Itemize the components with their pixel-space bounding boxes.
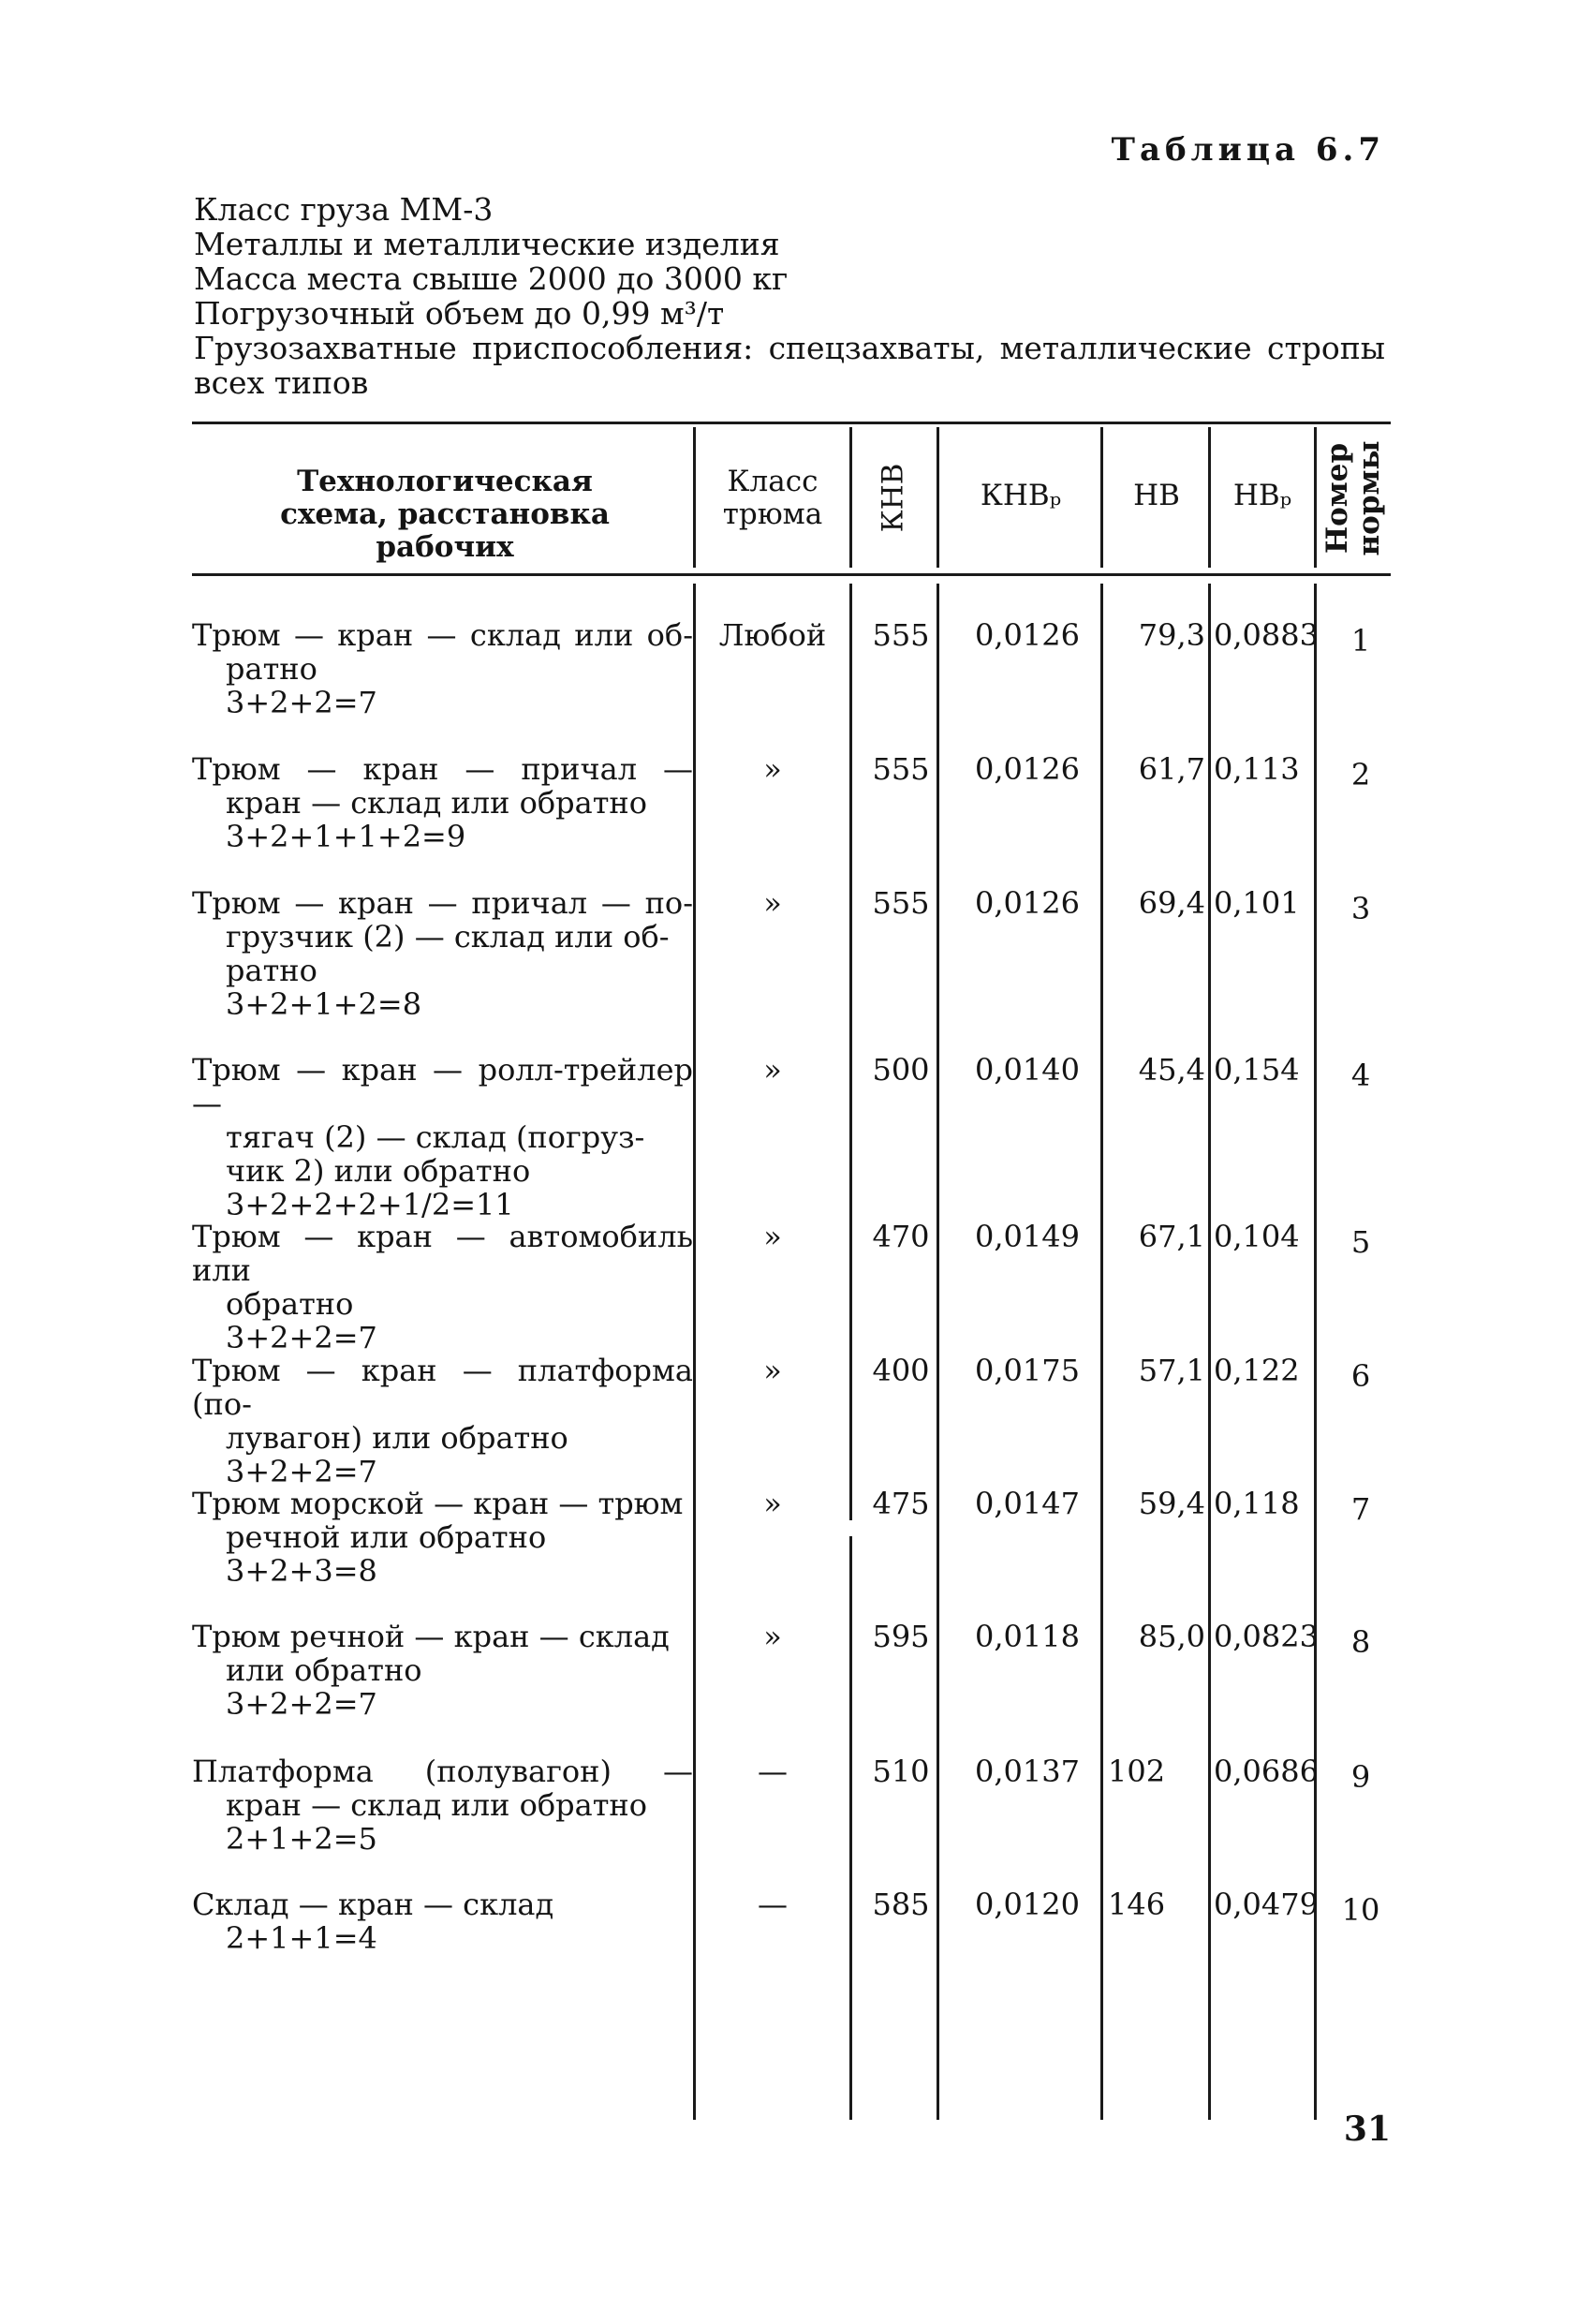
scheme-line: Трюм — кран — платформа (по-	[192, 1353, 693, 1422]
hold-class-cell: —	[758, 1887, 788, 1922]
knvr-cell: 0,0137	[975, 1754, 1080, 1789]
scheme-cell	[192, 1620, 693, 1721]
nv-cell: 61,7	[1138, 751, 1205, 787]
knvr-cell: 0,0147	[975, 1486, 1080, 1521]
norm-number-cell: 1	[1350, 623, 1371, 659]
page-number: 31	[1343, 2109, 1391, 2149]
nv-cell: 102	[1108, 1754, 1166, 1789]
header-norm-number	[1321, 428, 1387, 569]
knv-cell: 555	[872, 751, 930, 787]
nv-cell: 79,3	[1138, 617, 1205, 653]
scheme-line: Трюм морской — кран — трюм	[192, 1486, 684, 1521]
header-knvr: КНВₚ	[980, 479, 1062, 512]
gripping-devices: Грузозахватные приспособления: спецзахваты, металлические стропы всех типов	[194, 330, 1385, 401]
column-divider	[693, 584, 696, 2120]
hold-class-cell: »	[763, 1052, 782, 1088]
crew-formula: 3+2+2+2+1/2=11	[226, 1187, 514, 1222]
scheme-line: грузчик (2) — склад или об-	[226, 919, 670, 955]
nvr-cell: 0,0686	[1214, 1754, 1319, 1789]
nv-cell: 45,4	[1138, 1052, 1205, 1088]
column-divider	[849, 427, 852, 568]
scheme-cell	[192, 1220, 693, 1354]
scheme-cell	[192, 1754, 693, 1856]
crew-formula: 3+2+2=7	[226, 1320, 377, 1355]
cargo-class: Класс груза ММ-3	[194, 191, 494, 228]
hold-class-cell: »	[763, 1219, 782, 1254]
knvr-cell: 0,0175	[975, 1353, 1080, 1388]
cargo-mass: Масса места свыше 2000 до 3000 кг	[194, 260, 789, 297]
norm-number-cell: 2	[1350, 757, 1371, 792]
knv-cell: 500	[872, 1052, 930, 1088]
scheme-line: или обратно	[226, 1652, 422, 1688]
scheme-cell	[192, 1053, 693, 1221]
nvr-cell: 0,0883	[1214, 617, 1319, 653]
knv-cell: 595	[872, 1619, 930, 1654]
knv-cell: 475	[872, 1486, 930, 1521]
hold-class-cell: —	[758, 1754, 788, 1789]
norm-number-cell: 6	[1350, 1358, 1371, 1394]
scheme-line: Платформа (полувагон) —	[192, 1754, 693, 1789]
scheme-line: Трюм речной — кран — склад	[192, 1619, 670, 1654]
hold-class-cell: »	[763, 751, 782, 787]
hold-class-cell: »	[763, 1486, 782, 1521]
scheme-cell	[192, 1487, 693, 1588]
column-divider	[693, 427, 696, 568]
knv-cell: 555	[872, 885, 930, 921]
crew-formula: 3+2+1+2=8	[226, 986, 422, 1022]
knvr-cell: 0,0126	[975, 617, 1080, 653]
scheme-line: Трюм — кран — ролл-трейлер —	[192, 1052, 693, 1121]
nv-cell: 59,4	[1138, 1486, 1205, 1521]
scheme-line: Трюм — кран — автомобиль или	[192, 1219, 693, 1288]
knvr-cell: 0,0118	[975, 1619, 1080, 1654]
norm-number-cell: 8	[1350, 1624, 1371, 1660]
scheme-cell	[192, 886, 693, 1021]
scheme-cell	[192, 1887, 693, 1955]
scheme-line: кран — склад или обратно	[226, 785, 647, 821]
header-nv: НВ	[1133, 479, 1180, 512]
column-divider	[937, 427, 939, 568]
knv-cell: 585	[872, 1887, 930, 1922]
scheme-line: лувагон) или обратно	[226, 1420, 568, 1456]
scheme-line: ратно	[226, 953, 317, 988]
scheme-line: ратно	[226, 651, 317, 687]
crew-formula: 3+2+2=7	[226, 1686, 377, 1722]
crew-formula: 3+2+1+1+2=9	[226, 819, 466, 854]
norm-number-cell: 3	[1350, 891, 1371, 926]
header-knv: КНВ	[876, 463, 910, 533]
scheme-line: обратно	[226, 1286, 354, 1322]
norm-number-cell: 7	[1350, 1491, 1371, 1527]
table-caption: Таблица 6.7	[1111, 131, 1385, 169]
table-header-rule	[192, 573, 1391, 576]
nv-cell: 85,0	[1138, 1619, 1205, 1654]
knvr-cell: 0,0140	[975, 1052, 1080, 1088]
nvr-cell: 0,0479	[1214, 1887, 1319, 1922]
scheme-line: Трюм — кран — причал — по-	[192, 885, 693, 921]
scheme-cell	[192, 752, 693, 853]
crew-formula: 3+2+2=7	[226, 685, 377, 720]
knvr-cell: 0,0126	[975, 885, 1080, 921]
scheme-line: чик 2) или обратно	[226, 1153, 531, 1189]
scheme-line: речной или обратно	[226, 1519, 547, 1555]
hold-class-cell: Любой	[718, 617, 827, 653]
crew-formula: 3+2+3=8	[226, 1553, 377, 1589]
crew-formula: 3+2+2=7	[226, 1454, 377, 1489]
nvr-cell: 0,154	[1214, 1052, 1300, 1088]
column-divider	[849, 1536, 852, 2120]
scheme-line: тягач (2) — склад (погруз-	[226, 1119, 645, 1155]
nv-cell: 57,1	[1138, 1353, 1205, 1388]
norm-number-cell: 4	[1350, 1058, 1371, 1093]
knv-cell: 555	[872, 617, 930, 653]
scheme-line: кран — склад или обратно	[226, 1787, 647, 1823]
column-divider	[1100, 427, 1103, 568]
nvr-cell: 0,118	[1214, 1486, 1300, 1521]
scheme-line: Трюм — кран — склад или об-	[192, 617, 693, 653]
nv-cell: 69,4	[1138, 885, 1205, 921]
column-divider	[1314, 427, 1317, 568]
norm-number-cell: 9	[1350, 1759, 1371, 1795]
nv-cell: 146	[1108, 1887, 1166, 1922]
nvr-cell: 0,101	[1214, 885, 1300, 921]
hold-class-cell: »	[763, 1619, 782, 1654]
header-scheme: Технологическая схема, расстановка рабочих	[280, 465, 610, 564]
nvr-cell: 0,0823	[1214, 1619, 1319, 1654]
column-divider	[849, 584, 852, 1520]
knv-cell: 470	[872, 1219, 930, 1254]
nvr-cell: 0,122	[1214, 1353, 1300, 1388]
column-divider	[1208, 427, 1211, 568]
scheme-cell	[192, 618, 693, 719]
norm-number-cell: 10	[1341, 1892, 1380, 1928]
header-norm-number-text: Номер нормы	[1320, 440, 1386, 556]
hold-class-cell: »	[763, 1353, 782, 1388]
header-hold-class: Класс трюма	[722, 465, 823, 531]
scheme-cell	[192, 1354, 693, 1488]
knvr-cell: 0,0149	[975, 1219, 1080, 1254]
knv-cell: 400	[872, 1353, 930, 1388]
header-nvr: НВₚ	[1232, 479, 1292, 512]
norm-number-cell: 5	[1350, 1224, 1371, 1260]
cargo-volume: Погрузочный объем до 0,99 м³/т	[194, 295, 725, 332]
hold-class-cell: »	[763, 885, 782, 921]
scheme-line: Склад — кран — склад	[192, 1887, 554, 1922]
cargo-type: Металлы и металлические изделия	[194, 226, 780, 262]
nvr-cell: 0,104	[1214, 1219, 1300, 1254]
crew-formula: 2+1+1=4	[226, 1920, 377, 1956]
crew-formula: 2+1+2=5	[226, 1821, 377, 1857]
cargo-description	[194, 192, 1385, 400]
nv-cell: 67,1	[1138, 1219, 1205, 1254]
knv-cell: 510	[872, 1754, 930, 1789]
nvr-cell: 0,113	[1214, 751, 1300, 787]
column-divider	[1208, 584, 1211, 2120]
scheme-line: Трюм — кран — причал —	[192, 751, 693, 787]
table-top-rule	[192, 422, 1391, 424]
knvr-cell: 0,0126	[975, 751, 1080, 787]
knvr-cell: 0,0120	[975, 1887, 1080, 1922]
